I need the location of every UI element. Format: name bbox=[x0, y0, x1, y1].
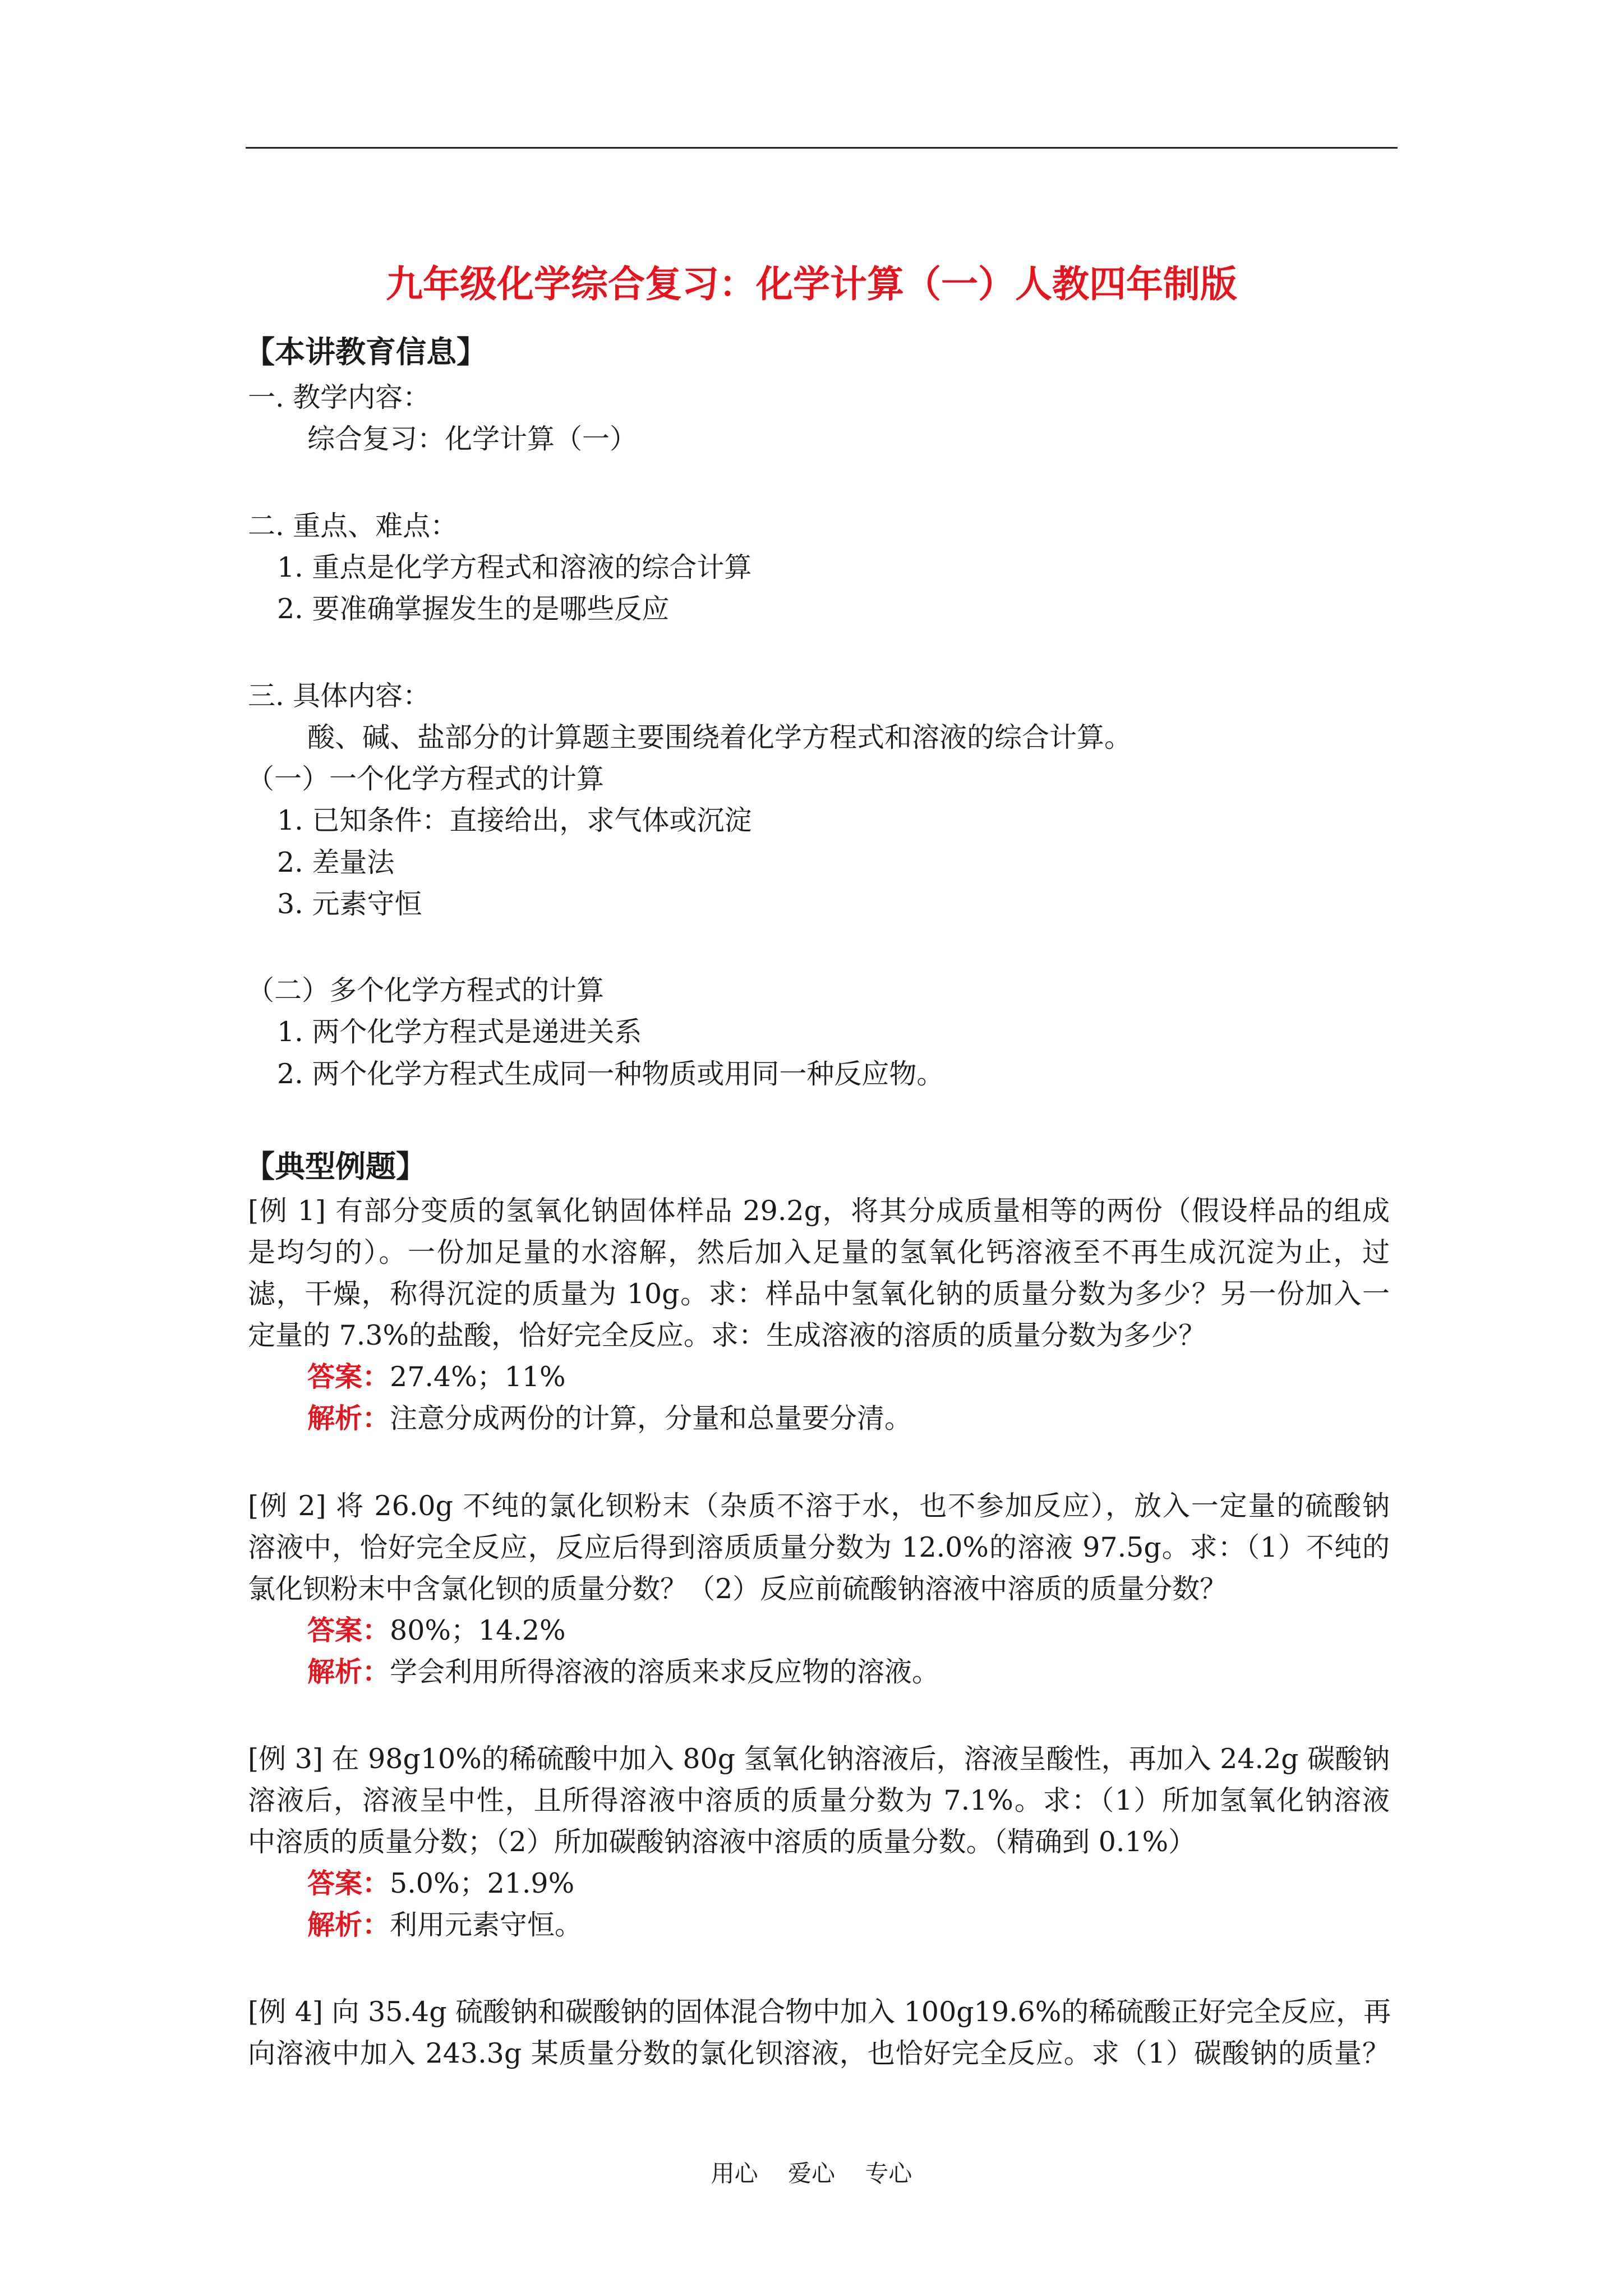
answer-value: 5.0%；21.9% bbox=[390, 1867, 575, 1899]
answer-value: 27.4%；11% bbox=[390, 1361, 566, 1393]
answer-value: 80%；14.2% bbox=[390, 1614, 566, 1646]
example-2-line-1: [例 2] 将 26.0g 不纯的氯化钡粉末（杂质不溶于水，也不参加反应），放入一定量的硫酸钠 bbox=[248, 1490, 1390, 1522]
part2-item-2: 2. 两个化学方程式生成同一种物质或用同一种反应物。 bbox=[277, 1058, 944, 1090]
answer-label: 答案： bbox=[307, 1614, 390, 1646]
examples-header: 【典型例题】 bbox=[245, 1149, 426, 1184]
example-1-analysis bbox=[307, 1399, 912, 1438]
example-2-line-3: 氯化钡粉末中含氯化钡的质量分数？（2）反应前硫酸钠溶液中溶质的质量分数？ bbox=[248, 1573, 1228, 1605]
part2-title: （二）多个化学方程式的计算 bbox=[247, 974, 605, 1006]
analysis-text: 注意分成两份的计算，分量和总量要分清。 bbox=[390, 1402, 912, 1434]
example-3-line-3: 中溶质的质量分数；（2）所加碳酸钠溶液中溶质的质量分数。（精确到 0.1%） bbox=[248, 1826, 1196, 1858]
part1-title: （一）一个化学方程式的计算 bbox=[247, 763, 605, 795]
example-2-answer bbox=[307, 1611, 566, 1650]
example-3-line-2: 溶液后，溶液呈中性，且所得溶液中溶质的质量分数为 7.1%。求：（1）所加氢氧化钠溶液 bbox=[248, 1784, 1390, 1816]
page-title: 九年级化学综合复习：化学计算（一）人教四年制版 bbox=[386, 263, 1237, 306]
example-2-analysis bbox=[307, 1653, 939, 1692]
analysis-label: 解析： bbox=[307, 1909, 390, 1941]
example-1-line-3: 滤，干燥，称得沉淀的质量为 10g。求：样品中氢氧化钠的质量分数为多少？另一份加入一 bbox=[248, 1278, 1390, 1310]
info-header: 【本讲教育信息】 bbox=[245, 334, 487, 370]
key-label: 二. 重点、难点： bbox=[248, 510, 458, 542]
key-item-2: 2. 要准确掌握发生的是哪些反应 bbox=[277, 593, 670, 625]
example-3-line-1: [例 3] 在 98g10%的稀硫酸中加入 80g 氢氧化钠溶液后，溶液呈酸性，再加入 24.2g 碳酸钠 bbox=[248, 1743, 1390, 1775]
example-1-line-4: 定量的 7.3%的盐酸，恰好完全反应。求：生成溶液的溶质的质量分数为多少？ bbox=[248, 1319, 1206, 1351]
part1-item-2: 2. 差量法 bbox=[277, 846, 395, 878]
part1-item-3: 3. 元素守恒 bbox=[277, 888, 422, 920]
detail-label: 三. 具体内容： bbox=[248, 680, 431, 712]
page-footer: 用心 爱心 专心 bbox=[711, 2160, 912, 2187]
key-item-1: 1. 重点是化学方程式和溶液的综合计算 bbox=[277, 551, 752, 583]
example-4-line-2: 向溶液中加入 243.3g 某质量分数的氯化钡溶液，也恰好完全反应。求（1）碳酸钠的质量？ bbox=[248, 2037, 1390, 2069]
header-rule bbox=[246, 147, 1398, 149]
analysis-text: 利用元素守恒。 bbox=[390, 1909, 583, 1941]
answer-label: 答案： bbox=[307, 1361, 390, 1393]
analysis-label: 解析： bbox=[307, 1402, 390, 1434]
example-3-answer bbox=[307, 1864, 574, 1903]
content-text: 综合复习：化学计算（一） bbox=[307, 423, 638, 455]
example-3-analysis bbox=[307, 1906, 582, 1945]
analysis-label: 解析： bbox=[307, 1656, 390, 1688]
example-1-line-1: [例 1] 有部分变质的氢氧化钠固体样品 29.2g，将其分成质量相等的两份（假设样品的组成 bbox=[248, 1195, 1390, 1227]
example-1-answer bbox=[307, 1358, 566, 1397]
example-4-line-1: [例 4] 向 35.4g 硫酸钠和碳酸钠的固体混合物中加入 100g19.6%的稀硫酸正好完全反应，再 bbox=[248, 1996, 1391, 2028]
detail-intro: 酸、碱、盐部分的计算题主要围绕着化学方程式和溶液的综合计算。 bbox=[307, 721, 1132, 753]
example-1-line-2: 是均匀的）。一份加足量的水溶解，然后加入足量的氢氧化钙溶液至不再生成沉淀为止，过 bbox=[248, 1236, 1390, 1268]
part2-item-1: 1. 两个化学方程式是递进关系 bbox=[277, 1016, 642, 1048]
example-2-line-2: 溶液中，恰好完全反应，反应后得到溶质质量分数为 12.0%的溶液 97.5g。求：（1）不纯的 bbox=[248, 1531, 1390, 1563]
answer-label: 答案： bbox=[307, 1867, 390, 1899]
analysis-text: 学会利用所得溶液的溶质来求反应物的溶液。 bbox=[390, 1656, 940, 1688]
content-label: 一. 教学内容： bbox=[248, 381, 431, 413]
part1-item-1: 1. 已知条件：直接给出，求气体或沉淀 bbox=[277, 804, 752, 836]
